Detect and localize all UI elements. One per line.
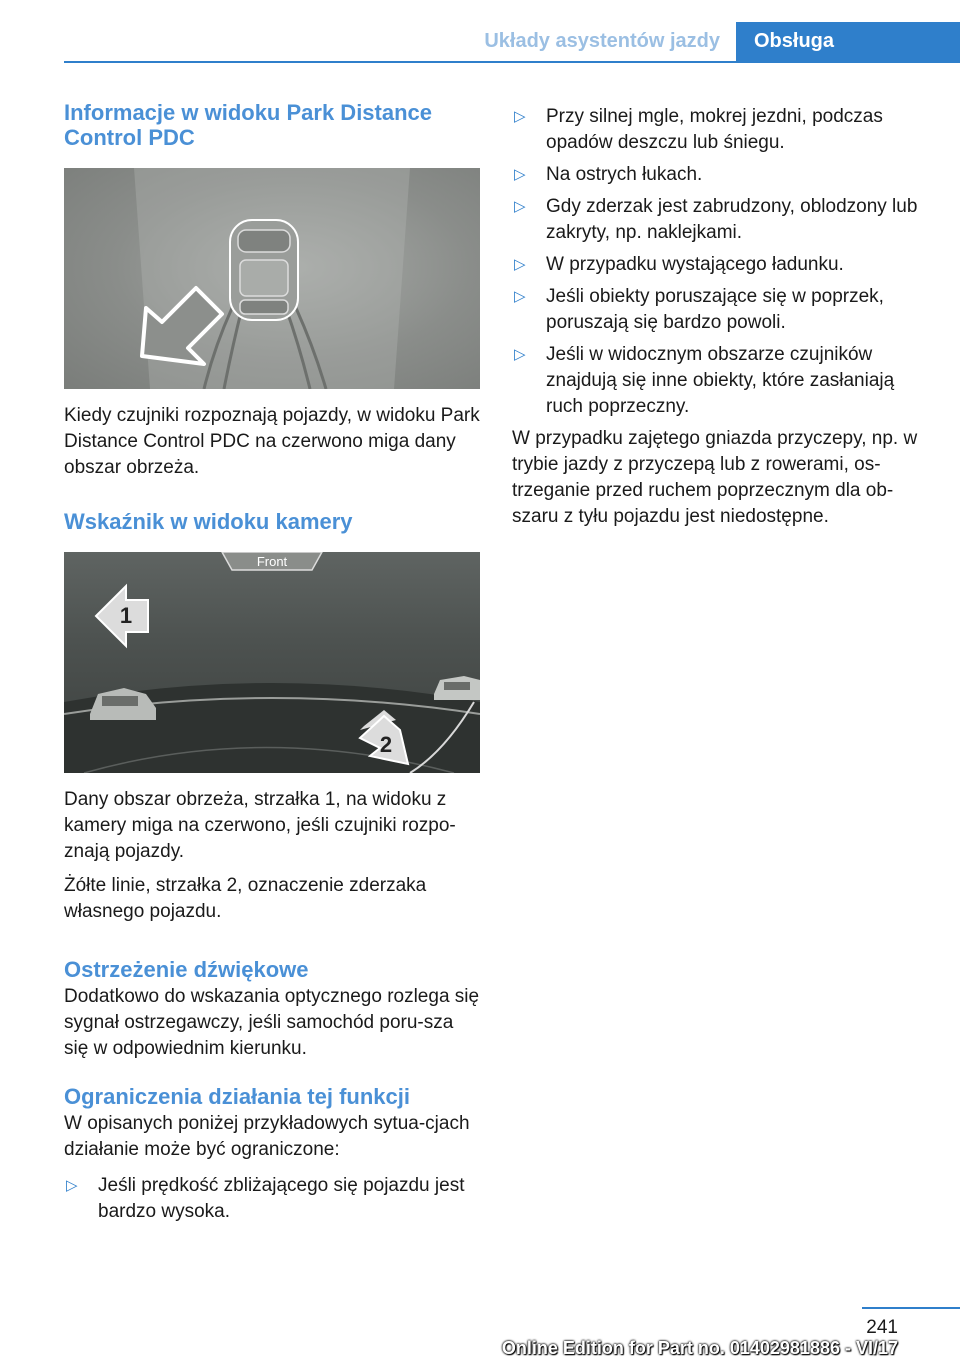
paragraph-acoustic-warning: Dodatkowo do wskazania optycznego rozlega się sygnał ostrzegawczy, jeśli samochód poru‐sza się w odpowiednim kierunku. xyxy=(64,986,480,1059)
edition-watermark: Online Edition for Part no. 01402981886 - VI/17 xyxy=(501,1338,898,1358)
left-column xyxy=(64,100,482,1231)
list-item xyxy=(512,284,918,336)
footer-rule xyxy=(862,1307,960,1309)
bullet-triangle-icon: ▷ xyxy=(514,256,526,273)
heading-pdc-info: Informacje w widoku Park Distance Control PDC xyxy=(64,100,433,150)
arrow-1-label: 1 xyxy=(119,603,133,628)
bullet-triangle-icon: ▷ xyxy=(514,346,526,363)
list-item-text: Na ostrych łukach. xyxy=(546,164,703,185)
header-tab: Obsługa xyxy=(736,22,960,62)
list-item xyxy=(512,104,918,156)
list-item xyxy=(512,342,918,420)
header-rule xyxy=(64,61,960,63)
bullet-triangle-icon: ▷ xyxy=(514,288,526,305)
list-item-text: Przy silnej mgle, mokrej jezdni, podczas opadów deszczu lub śniegu. xyxy=(546,106,883,153)
bullet-triangle-icon: ▷ xyxy=(514,166,526,183)
list-item xyxy=(512,252,918,278)
heading-camera-indicator: Wskaźnik w widoku kamery xyxy=(64,509,353,534)
list-item-text: Jeśli prędkość zbliżającego się pojazdu jest bardzo wysoka. xyxy=(98,1175,465,1222)
list-item-text: Jeśli w widocznym obszarze czujników znajdują się inne obiekty, które zasłaniają ruch poprzeczny. xyxy=(546,344,895,417)
paragraph-limitations: W opisanych poniżej przykładowych sytua‐cjach działanie może być ograniczone: xyxy=(64,1113,470,1160)
paragraph-camera-indicator: Dany obszar obrzeża, strzałka 1, na widoku z kamery miga na czerwono, jeśli czujniki rozpo‐znają pojazdy. xyxy=(64,789,456,862)
car-right-icon xyxy=(434,676,480,700)
pdc-illustration xyxy=(64,168,480,389)
list-item xyxy=(64,1173,482,1225)
bullet-triangle-icon: ▷ xyxy=(514,198,526,215)
limitations-list-left xyxy=(64,1173,482,1225)
page-header xyxy=(0,0,960,62)
paragraph-yellow-lines: Żółte linie, strzałka 2, oznaczenie zderzaka własnego pojazdu. xyxy=(64,875,427,922)
page-number: 241 xyxy=(866,1317,898,1338)
figure-pdc-view xyxy=(64,168,480,389)
list-item xyxy=(512,194,918,246)
limitations-list-right xyxy=(512,104,918,420)
bullet-triangle-icon: ▷ xyxy=(66,1177,78,1194)
heading-acoustic-warning: Ostrzeżenie dźwiękowe xyxy=(64,957,309,982)
list-item-text: W przypadku wystającego ładunku. xyxy=(546,254,844,275)
paragraph-trailer: W przypadku zajętego gniazda przyczepy, np. w trybie jazdy z przyczepą lub z rowerami, os‐trzeganie przed ruchem poprzecznym dla ob‐szaru z tyłu pojazdu jest niedostępne. xyxy=(512,428,918,527)
list-item-text: Jeśli obiekty poruszające się w poprzek, poruszają się bardzo powoli. xyxy=(546,286,884,333)
arrow-2-label: 2 xyxy=(379,732,393,757)
car-top-view-icon xyxy=(230,220,298,320)
list-item xyxy=(512,162,918,188)
bullet-triangle-icon: ▷ xyxy=(514,108,526,125)
paragraph-pdc-info: Kiedy czujniki rozpoznają pojazdy, w widoku Park Distance Control PDC na czerwono miga dany obszar obrzeża. xyxy=(64,405,480,478)
camera-illustration xyxy=(64,552,480,773)
arrow-1-icon xyxy=(96,586,148,646)
heading-limitations: Ograniczenia działania tej funkcji xyxy=(64,1084,410,1109)
front-label: Front xyxy=(256,554,288,569)
header-section-title: Układy asystentów jazdy xyxy=(484,30,720,52)
figure-camera-view xyxy=(64,552,480,773)
list-item-text: Gdy zderzak jest zabrudzony, oblodzony lub zakryty, np. naklejkami. xyxy=(546,196,918,243)
right-column xyxy=(512,100,918,530)
